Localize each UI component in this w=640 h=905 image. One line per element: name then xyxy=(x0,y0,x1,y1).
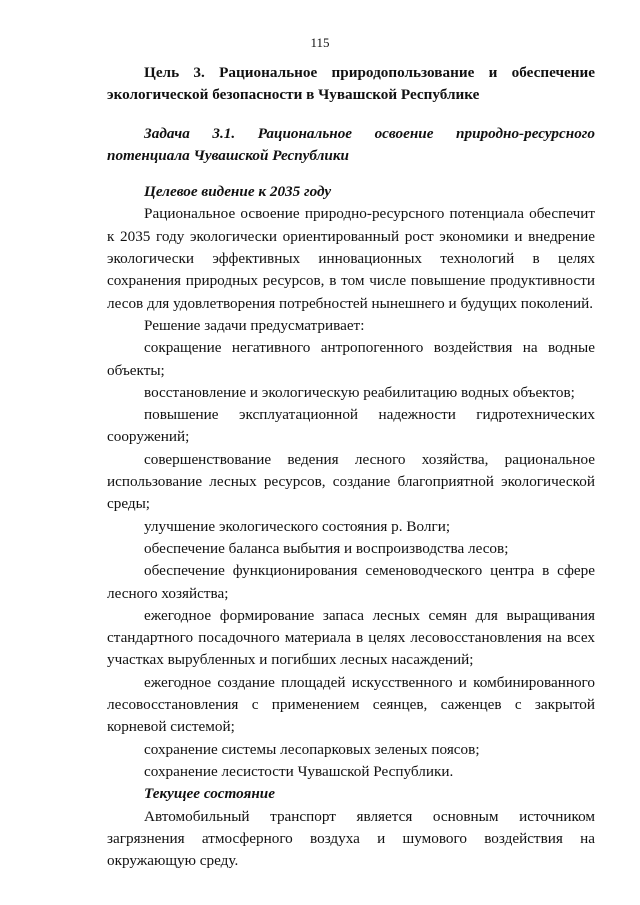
measure-item: улучшение экологического состояния р. Волги; xyxy=(144,517,451,535)
current-state-paragraph: Автомобильный транспорт является основным источником загрязнения атмосферного воздуха и шумового воздействия на окружающую среду. xyxy=(107,807,595,870)
page-number: 115 xyxy=(310,35,330,50)
measure-item: повышение эксплуатационной надежности гидротехнических сооружений; xyxy=(107,406,595,446)
measure-item: сохранение системы лесопарковых зеленых поясов; xyxy=(144,740,480,758)
vision-heading: Целевое видение к 2035 году xyxy=(144,183,332,201)
vision-paragraph: Рациональное освоение природно-ресурсного потенциала обеспечит к 2035 году экологически ориентированный рост экономики и внедрение экологически эффективных инновационных технологий в целях сохранения природных ресурсов, в том числе повышение продуктивности лесов для удовлетворения потребностей нынешнего и будущих поколений. xyxy=(107,205,595,312)
measure-item: ежегодное формирование запаса лесных семян для выращивания стандартного посадочного материала в целях лесовосстановления на всех участках вырубленных и погибших лесных насаждений; xyxy=(107,606,595,669)
measures-intro: Решение задачи предусматривает: xyxy=(144,316,365,334)
document-body xyxy=(107,62,595,872)
measure-item: сокращение негативного антропогенного воздействия на водные объекты; xyxy=(107,339,595,379)
task-heading: Задача 3.1. Рациональное освоение природно-ресурсного потенциала Чувашской Республики xyxy=(107,124,595,164)
measure-item: обеспечение функционирования семеноводческого центра в сфере лесного хозяйства; xyxy=(107,562,595,602)
measure-item: совершенствование ведения лесного хозяйства, рациональное использование лесных ресурсов, создание благоприятной экологической среды; xyxy=(107,450,595,513)
measure-item: ежегодное создание площадей искусственного и комбинированного лесовосстановления с применением сеянцев, саженцев с закрытой корневой системой; xyxy=(107,673,595,736)
goal-heading: Цель 3. Рациональное природопользование и обеспечение экологической безопасности в Чувашской Республике xyxy=(107,64,595,104)
measure-item: восстановление и экологическую реабилитацию водных объектов; xyxy=(144,383,575,401)
measure-item: сохранение лесистости Чувашской Республики. xyxy=(144,762,454,780)
current-state-heading: Текущее состояние xyxy=(144,785,275,803)
measure-item: обеспечение баланса выбытия и воспроизводства лесов; xyxy=(144,539,509,557)
